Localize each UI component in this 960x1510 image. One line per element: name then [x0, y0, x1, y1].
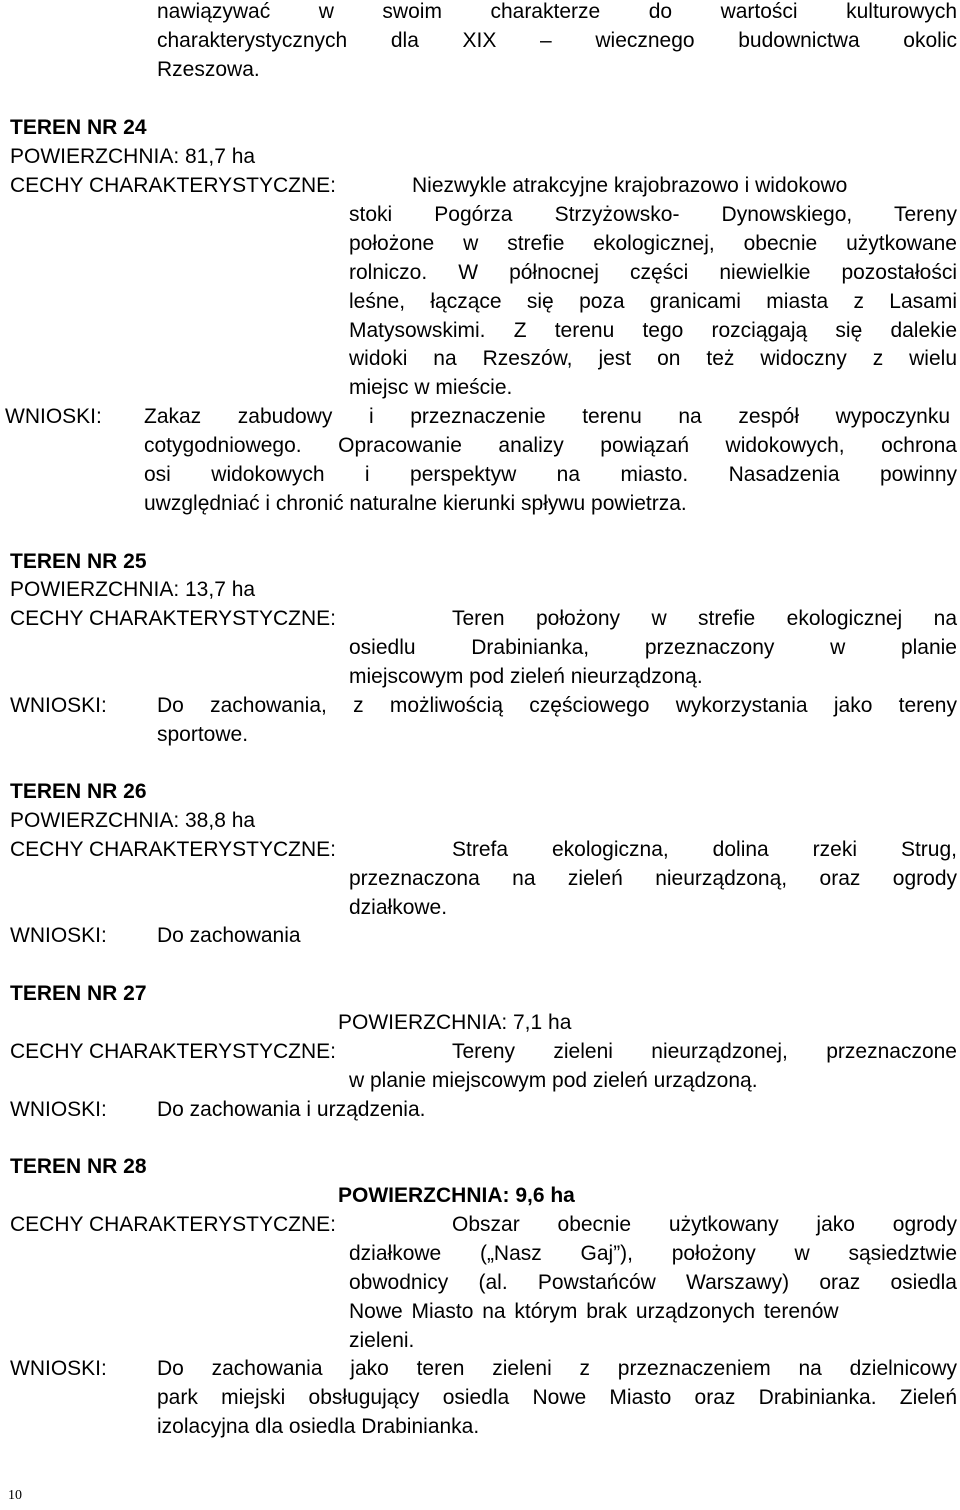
features-28-line: Nowe Miasto na którym brak urządzonych terenów — [349, 1300, 839, 1323]
features-label-28: CECHY CHARAKTERYSTYCZNE: — [10, 1213, 336, 1236]
features-24-line: Niezwykle atrakcyjne krajobrazowo i widokowo — [412, 174, 848, 197]
features-26-line: przeznaczona na zieleń nieurządzoną, oraz ogrody — [349, 867, 957, 890]
conclusions-label-26: WNIOSKI: — [10, 924, 107, 947]
features-27-line: Tereny zieleni nieurządzonej, przeznaczone — [452, 1040, 957, 1063]
page-number: 10 — [8, 1488, 22, 1503]
area-24: POWIERZCHNIA: 81,7 ha — [10, 145, 256, 168]
conclusions-24-line: uwzględniać i chronić naturalne kierunki spływu powietrza. — [144, 492, 687, 515]
features-28-line: Obszar obecnie użytkowany jako ogrody — [452, 1213, 957, 1236]
intro-line: charakterystycznych dla XIX – wiecznego budownictwa okolic — [157, 29, 957, 52]
features-label-24: CECHY CHARAKTERYSTYCZNE: — [10, 174, 336, 197]
features-label-26: CECHY CHARAKTERYSTYCZNE: — [10, 838, 336, 861]
conclusions-24-line: Zakaz zabudowy i przeznaczenie terenu na zespół wypoczynku — [144, 405, 950, 428]
conclusions-label-25: WNIOSKI: — [10, 694, 107, 717]
features-24-line: Matysowskimi. Z terenu tego rozciągają się dalekie — [349, 319, 957, 342]
section-title-26: TEREN NR 26 — [10, 780, 147, 803]
features-24-line: rolniczo. W północnej części niewielkie pozostałości — [349, 261, 957, 284]
section-title-25: TEREN NR 25 — [10, 550, 147, 573]
area-27: POWIERZCHNIA: 7,1 ha — [338, 1011, 572, 1034]
conclusions-25-line: sportowe. — [157, 723, 249, 746]
features-label-25: CECHY CHARAKTERYSTYCZNE: — [10, 607, 336, 630]
features-24-line: widoki na Rzeszów, jest on też widoczny z wielu — [349, 347, 957, 370]
features-28-line: działkowe („Nasz Gaj”), położony w sąsiedztwie — [349, 1242, 957, 1265]
conclusions-28-line: park miejski obsługujący osiedla Nowe Miasto oraz Drabinianka. Zieleń — [157, 1386, 957, 1409]
conclusions-28-line: Do zachowania jako teren zieleni z przeznaczeniem na dzielnicowy — [157, 1357, 957, 1380]
section-title-27: TEREN NR 27 — [10, 982, 147, 1005]
features-27-line: w planie miejscowym pod zieleń urządzoną. — [349, 1069, 758, 1092]
intro-line: nawiązywać w swoim charakterze do wartości kulturowych — [157, 0, 957, 23]
section-title-28: TEREN NR 28 — [10, 1155, 147, 1178]
features-28-line: zieleni. — [349, 1329, 415, 1352]
conclusions-label-27: WNIOSKI: — [10, 1098, 107, 1121]
conclusions-24-line: osi widokowych i perspektyw na miasto. Nasadzenia powinny — [144, 463, 957, 486]
features-26-line: działkowe. — [349, 896, 448, 919]
area-25: POWIERZCHNIA: 13,7 ha — [10, 578, 256, 601]
conclusions-26-line: Do zachowania — [157, 924, 301, 947]
conclusions-24-line: cotygodniowego. Opracowanie analizy powiązań widokowych, ochrona — [144, 434, 957, 457]
area-28: POWIERZCHNIA: 9,6 ha — [338, 1184, 575, 1207]
conclusions-label-24: WNIOSKI: — [5, 405, 102, 428]
conclusions-label-28: WNIOSKI: — [10, 1357, 107, 1380]
features-25-line: Teren położony w strefie ekologicznej na — [452, 607, 957, 630]
intro-line: Rzeszowa. — [157, 58, 260, 81]
features-24-line: położone w strefie ekologicznej, obecnie użytkowane — [349, 232, 957, 255]
features-24-line: miejsc w mieście. — [349, 376, 513, 399]
conclusions-28-line: izolacyjna dla osiedla Drabinianka. — [157, 1415, 480, 1438]
conclusions-27-line: Do zachowania i urządzenia. — [157, 1098, 426, 1121]
features-28-line: obwodnicy (al. Powstańców Warszawy) oraz osiedla — [349, 1271, 957, 1294]
features-24-line: leśne, łączące się poza granicami miasta z Lasami — [349, 290, 957, 313]
features-25-line: miejscowym pod zieleń nieurządzoną. — [349, 665, 703, 688]
conclusions-25-line: Do zachowania, z możliwością częściowego wykorzystania jako tereny — [157, 694, 957, 717]
features-26-line: Strefa ekologiczna, dolina rzeki Strug, — [452, 838, 957, 861]
area-26: POWIERZCHNIA: 38,8 ha — [10, 809, 256, 832]
features-24-line: stoki Pogórza Strzyżowsko- Dynowskiego, Tereny — [349, 203, 957, 226]
features-label-27: CECHY CHARAKTERYSTYCZNE: — [10, 1040, 336, 1063]
section-title-24: TEREN NR 24 — [10, 116, 147, 139]
features-25-line: osiedlu Drabinianka, przeznaczony w planie — [349, 636, 957, 659]
